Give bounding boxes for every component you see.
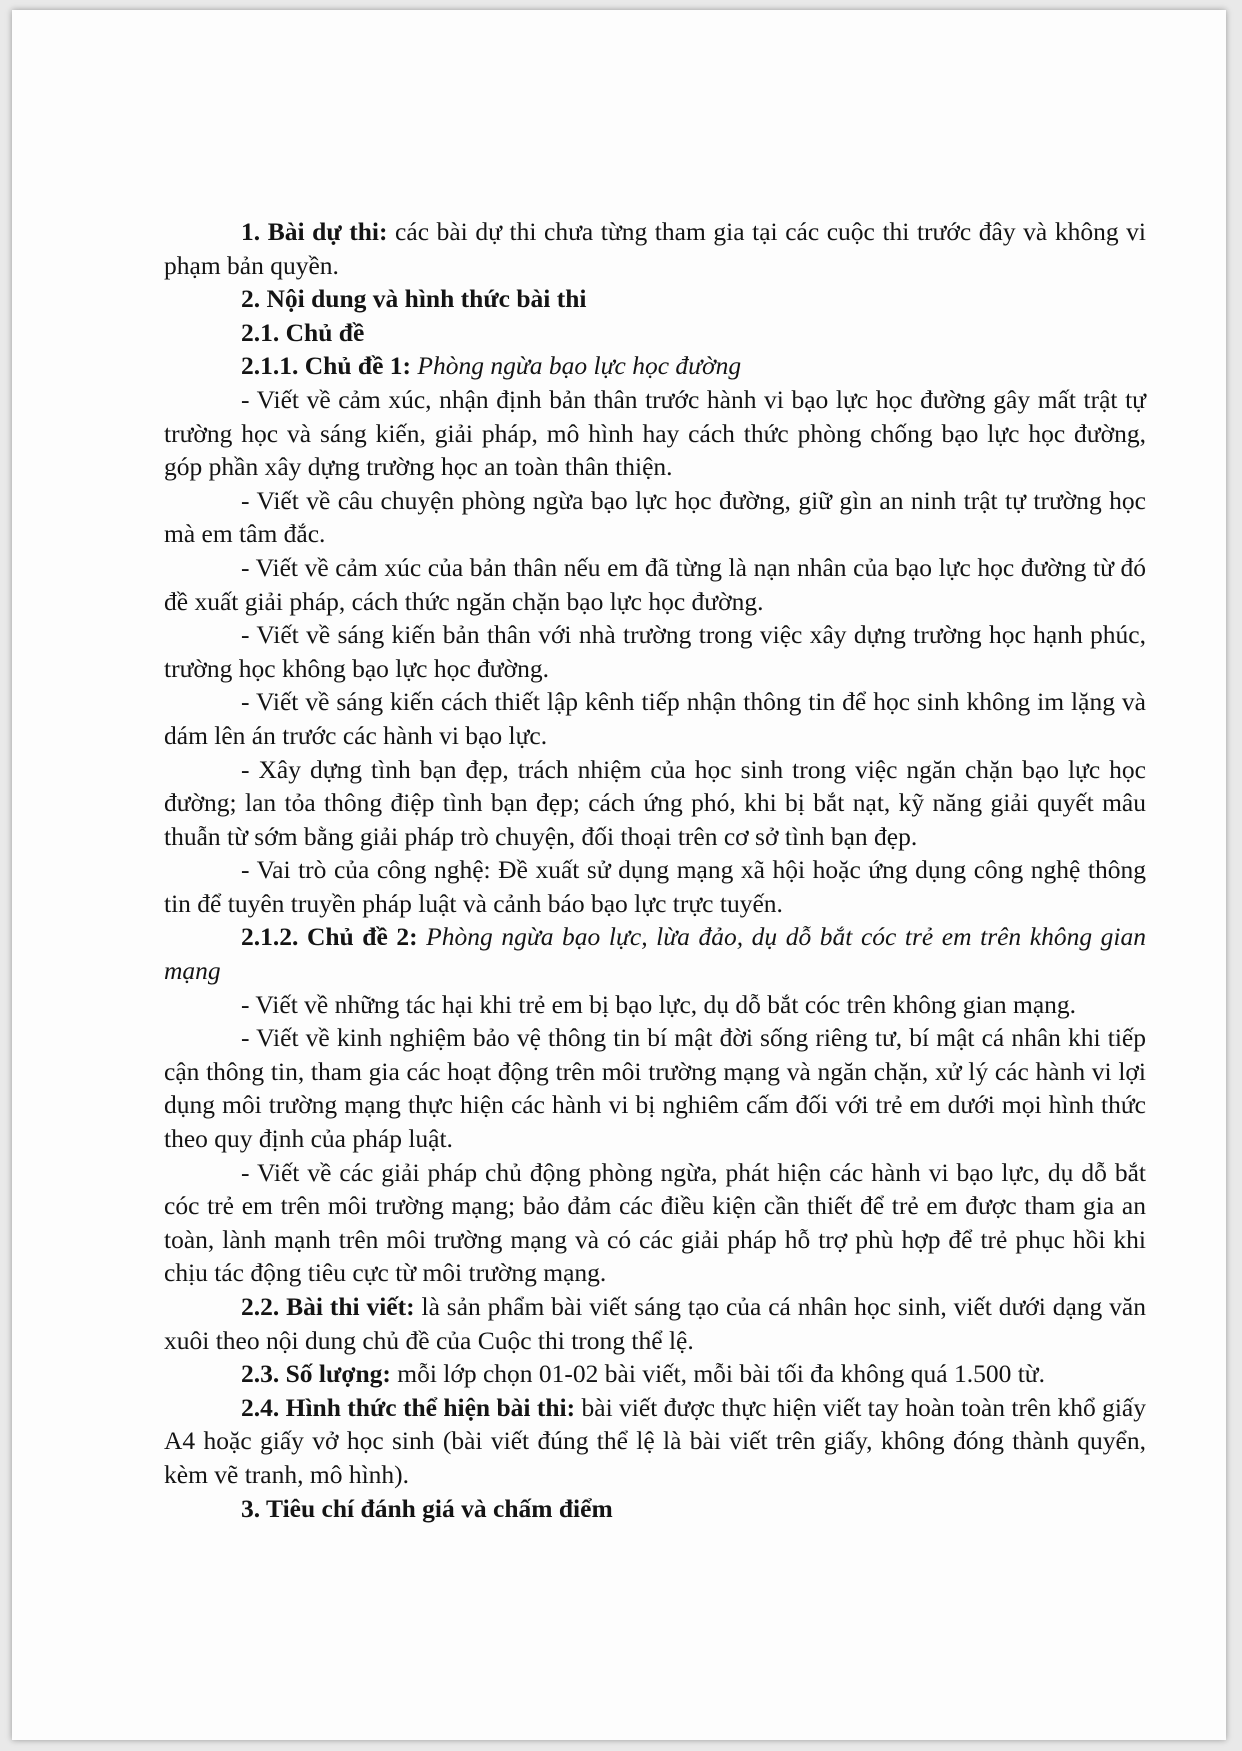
bullet-chu-de-2: - Viết về các giải pháp chủ động phòng ngừa, phát hiện các hành vi bạo lực, dụ dỗ bắt cóc trẻ em trên môi trường mạng; bảo đảm các điều kiện cần thiết để trẻ em được tham gia an toàn, lành mạnh trên môi trường mạng và có các giải pháp hỗ trợ phù hợp để trẻ phục hồi khi chịu tác động tiêu cực từ môi trường mạng.: [164, 1157, 1146, 1288]
heading-chu-de: [164, 316, 1146, 350]
bullet-chu-de-1: - Viết về sáng kiến bản thân với nhà trường trong việc xây dựng trường học hạnh phúc, trường học không bạo lực học đường.: [164, 620, 1146, 683]
label-hinh-thuc: 2.4. Hình thức thể hiện bài thi:: [241, 1392, 576, 1422]
bullet-chu-de-1: - Viết về câu chuyện phòng ngừa bạo lực học đường, giữ gìn an ninh trật tự trường học mà em tâm đắc.: [164, 485, 1146, 549]
text-hinh-thuc: bài viết được thực hiện viết tay hoàn toàn trên khổ giấy A4 hoặc giấy vở học sinh (bài viết đúng thể lệ là bài viết trên giấy, không đóng thành quyển, kèm vẽ tranh, mô hình).: [164, 1392, 1146, 1489]
bullet-chu-de-1: - Vai trò của công nghệ: Đề xuất sử dụng mạng xã hội hoặc ứng dụng công nghệ thông tin để tuyên truyền pháp luật và cảnh báo bạo lực trực tuyến.: [164, 855, 1146, 918]
paragraph-so-luong: [164, 1357, 1146, 1391]
title-chu-de-2: Phòng ngừa bạo lực, lừa đảo, dụ dỗ bắt cóc trẻ em trên không gian mạng: [164, 922, 1146, 986]
paragraph-bai-thi-viet: [164, 1290, 1146, 1357]
document-page: [12, 10, 1226, 1740]
bullet-chu-de-1: - Viết về cảm xúc, nhận định bản thân trước hành vi bạo lực học đường gây mất trật tự trường học và sáng kiến, giải pháp, mô hình hay cách thức phòng chống bạo lực học đường, góp phần xây dựng trường học an toàn thân thiện.: [164, 384, 1146, 482]
heading-chu-de-1: [164, 349, 1146, 383]
heading-tieu-chi: [164, 1492, 1146, 1526]
label-chu-de-1: 2.1.1. Chủ đề 1:: [241, 351, 412, 381]
label-chu-de-2: 2.1.2. Chủ đề 2:: [241, 922, 418, 952]
text-bai-du-thi: các bài dự thi chưa từng tham gia tại các cuộc thi trước đây và không vi phạm bản quyền.: [164, 217, 1146, 280]
label-bai-thi-viet: 2.2. Bài thi viết:: [241, 1292, 415, 1321]
paragraph-bai-du-thi: [164, 215, 1146, 282]
bullet-chu-de-1: - Viết về cảm xúc của bản thân nếu em đã từng là nạn nhân của bạo lực học đường từ đó đề xuất giải pháp, cách thức ngăn chặn bạo lực học đường.: [164, 552, 1146, 616]
bullet-chu-de-1: - Viết về sáng kiến cách thiết lập kênh tiếp nhận thông tin để học sinh không im lặng và dám lên án trước các hành vi bạo lực.: [164, 687, 1146, 750]
label-bai-du-thi: 1. Bài dự thi:: [241, 217, 388, 246]
text-bai-thi-viet: là sản phẩm bài viết sáng tạo của cá nhân học sinh, viết dưới dạng văn xuôi theo nội dung chủ đề của Cuộc thi trong thể lệ.: [164, 1292, 1146, 1355]
document-body: [164, 215, 1146, 1525]
heading-chu-de-text: 2.1. Chủ đề: [241, 317, 365, 347]
bullet-chu-de-2: - Viết về những tác hại khi trẻ em bị bạo lực, dụ dỗ bắt cóc trên không gian mạng.: [241, 989, 1077, 1019]
label-so-luong: 2.3. Số lượng:: [241, 1359, 391, 1389]
paragraph-hinh-thuc: [164, 1391, 1146, 1492]
heading-tieu-chi-text: 3. Tiêu chí đánh giá và chấm điểm: [241, 1493, 613, 1523]
title-chu-de-1: Phòng ngừa bạo lực học đường: [411, 351, 742, 381]
bullet-chu-de-2: - Viết về kinh nghiệm bảo vệ thông tin bí mật đời sống riêng tư, bí mật cá nhân khi tiếp cận thông tin, tham gia các hoạt động trên môi trường mạng và ngăn chặn, xử lý các hành vi lợi dụng môi trường mạng thực hiện các hành vi bị nghiêm cấm đối với trẻ em dưới mọi hình thức theo quy định của pháp luật.: [164, 1023, 1146, 1154]
heading-chu-de-2: [164, 920, 1146, 987]
heading-noi-dung-hinh-thuc: [164, 282, 1146, 316]
bullet-chu-de-1: - Xây dựng tình bạn đẹp, trách nhiệm của học sinh trong việc ngăn chặn bạo lực học đường; lan tỏa thông điệp tình bạn đẹp; cách ứng phó, khi bị bắt nạt, kỹ năng giải quyết mâu thuẫn từ sớm bằng giải pháp trò chuyện, đối thoại trên cơ sở tình bạn đẹp.: [164, 754, 1146, 851]
text-so-luong: mỗi lớp chọn 01-02 bài viết, mỗi bài tối đa không quá 1.500 từ.: [390, 1359, 1045, 1389]
heading-noi-dung-hinh-thuc-text: 2. Nội dung và hình thức bài thi: [241, 284, 587, 314]
